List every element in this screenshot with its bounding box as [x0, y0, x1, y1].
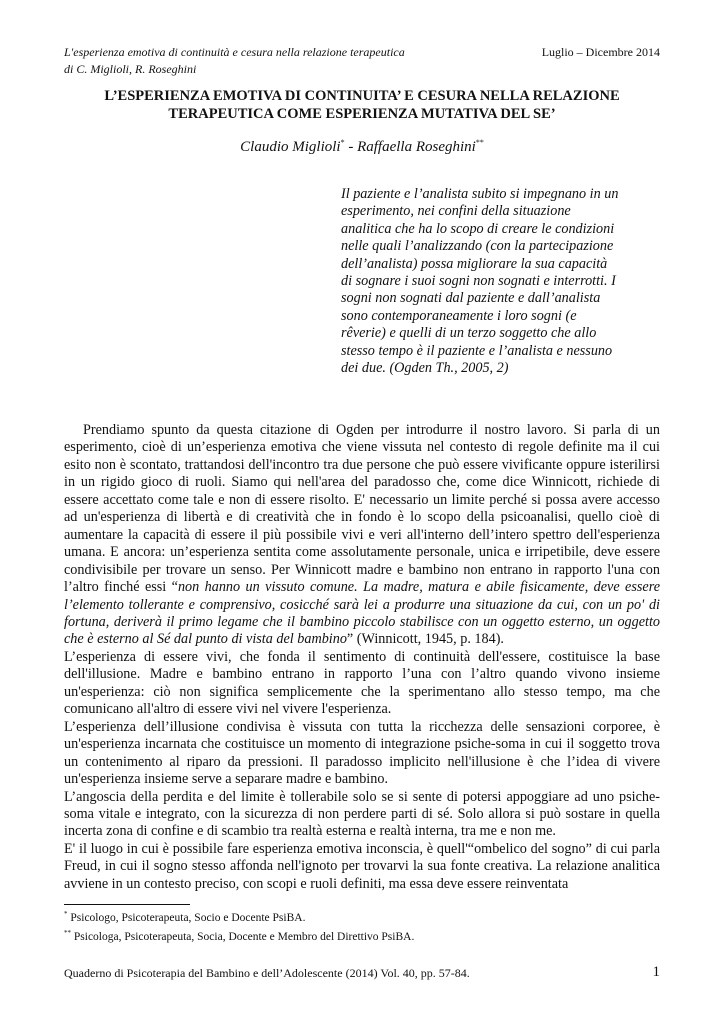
- title-line-1: L’ESPERIENZA EMOTIVA DI CONTINUITA’ E CESURA NELLA RELAZIONE: [104, 88, 620, 104]
- footnote-1: [64, 907, 660, 926]
- title-line-2: TERAPEUTICA COME ESPERIENZA MUTATIVA DEL SE’: [168, 106, 556, 122]
- paragraph-1: [64, 422, 660, 649]
- author-separator: -: [344, 139, 358, 155]
- footnote-1-text: Psicologo, Psicoterapeuta, Socio e Docente PsiBA.: [67, 912, 306, 924]
- paragraph-2: L’esperienza di essere vivi, che fonda il sentimento di continuità dell'essere, costituisce la base dell'illusione. Madre e bambino entrano in rapporto l’una con l’altro quando vivono insieme un'esperienza: ciò non significa semplicemente che la sperimentano allo stesso tempo, ma che comunicano all'altro di essere vivi nel vivere l'esperienza.: [64, 648, 660, 718]
- journal-citation: Quaderno di Psicoterapia del Bambino e dell’Adolescente (2014) Vol. 40, pp. 57-84.: [64, 966, 470, 980]
- paragraph-5: E' il luogo in cui è possibile fare esperienza emotiva inconscia, è quell'“ombelico del sogno” di cui parla Freud, in cui il sogno stesso affonda nell'ignoto per trovarvi la sua fonte creativa. La relazione analitica avviene in un contesto preciso, con scopi e ruoli definiti, ma essa deve essere reinventata: [64, 840, 660, 892]
- footnote-2-mark: **: [64, 929, 71, 937]
- body-text: [64, 422, 660, 893]
- article-title: [64, 87, 660, 123]
- running-title: L'esperienza emotiva di continuità e cesura nella relazione terapeutica: [64, 45, 405, 59]
- author-1-footnote-mark: *: [340, 138, 345, 147]
- footnote-1-mark: *: [64, 910, 68, 918]
- running-authors: di C. Miglioli, R. Roseghini: [64, 62, 197, 76]
- paragraph-1-start: Prendiamo spunto da questa citazione di Ogden per introdurre il nostro lavoro. Si parla di un esperimento, cioè di un’esperienza emotiva che viene vissuta nel contesto di regole definite ma il cui esito non è scontato, trattandosi dell'incontro tra due persone che può essere vivificante oppure isterilirsi in un rigido gioco di ruoli. Siamo qui nell'area del paradosso che, come dice Winnicott, richiede di essere accettato come tale e non di essere risolto. E' necessario un limite perché si possa avere accesso ad un'esperienza di libertà e di creatività che in fondo è lo scopo della psicoanalisi, quello cioè di aumentare la capacità di essere il più possibile vivi e veri all'interno dell’intero spettro dell'esperienza umana. E ancora: un’esperienza sentita come assolutamente personale, unica e irripetibile, deve essere condivisibile per trovare un senso. Per Winnicott madre e bambino non entrano in rapporto l'una con l’altro finché essi “: [64, 422, 660, 596]
- paragraph-3: L’esperienza dell’illusione condivisa è vissuta con tutta la ricchezza delle sensazioni corporee, è un'esperienza incarnata che costituisce un momento di integrazione psiche-soma in cui il soggetto trova un contenimento al riparo da pressioni. Il paradosso implicito nell'illusione è che l’idea di vivere un'esperienza insieme serve a separare madre e bambino.: [64, 718, 660, 788]
- footnotes: [64, 907, 660, 945]
- winnicott-quote: non hanno un vissuto comune. La madre, matura e abile fisicamente, deve essere l’elemento tollerante e comprensivo, cosicché sarà lei a produrre una situazione da cui, con un po' di fortuna, deriverà il primo legame che il bambino piccolo stabilisce con un oggetto esterno, un oggetto che è esterno al Sé dal punto di vista del bambino: [64, 579, 660, 648]
- page-number: 1: [652, 964, 660, 980]
- epigraph-quote: Il paziente e l’analista subito si impegnano in un esperimento, nei confini della situazione analitica che ha lo scopo di creare le condizioni nelle quali l’analizzando (con la partecipazione dell’analista) possa migliorare la sua capacità di sognare i suoi sogni non sognati e interrotti. I sogni non sognati dal paziente e dall’analista sono contemporaneamente i loro sogni (e rêverie) e quelli di un terzo soggetto che allo stesso tempo è il paziente e l’analista e nessuno dei due. (Ogden Th., 2005, 2): [341, 186, 619, 377]
- paragraph-1-end: ” (Winnicott, 1945, p. 184).: [346, 631, 504, 648]
- running-header: [64, 44, 484, 78]
- paragraph-4: L’angoscia della perdita e del limite è tollerabile solo se si sente di potersi appoggiare ad uno psiche-soma vitale e integrato, con la sicurezza di non perdere parti di sé. Solo allora si può sostare in quella incerta zona di confine e di scambio tra realtà esterna e realtà interna, tra me e non me.: [64, 788, 660, 840]
- footnote-2: [64, 926, 660, 945]
- footnote-divider: [64, 904, 190, 905]
- author-1: Claudio Miglioli: [240, 139, 341, 155]
- author-2: Raffaella Roseghini: [357, 139, 476, 155]
- author-line: [64, 138, 660, 156]
- issue-date: Luglio – Dicembre 2014: [541, 45, 660, 59]
- author-2-footnote-mark: **: [475, 138, 484, 147]
- footnote-2-text: Psicologa, Psicoterapeuta, Socia, Docente e Membro del Direttivo PsiBA.: [71, 931, 415, 943]
